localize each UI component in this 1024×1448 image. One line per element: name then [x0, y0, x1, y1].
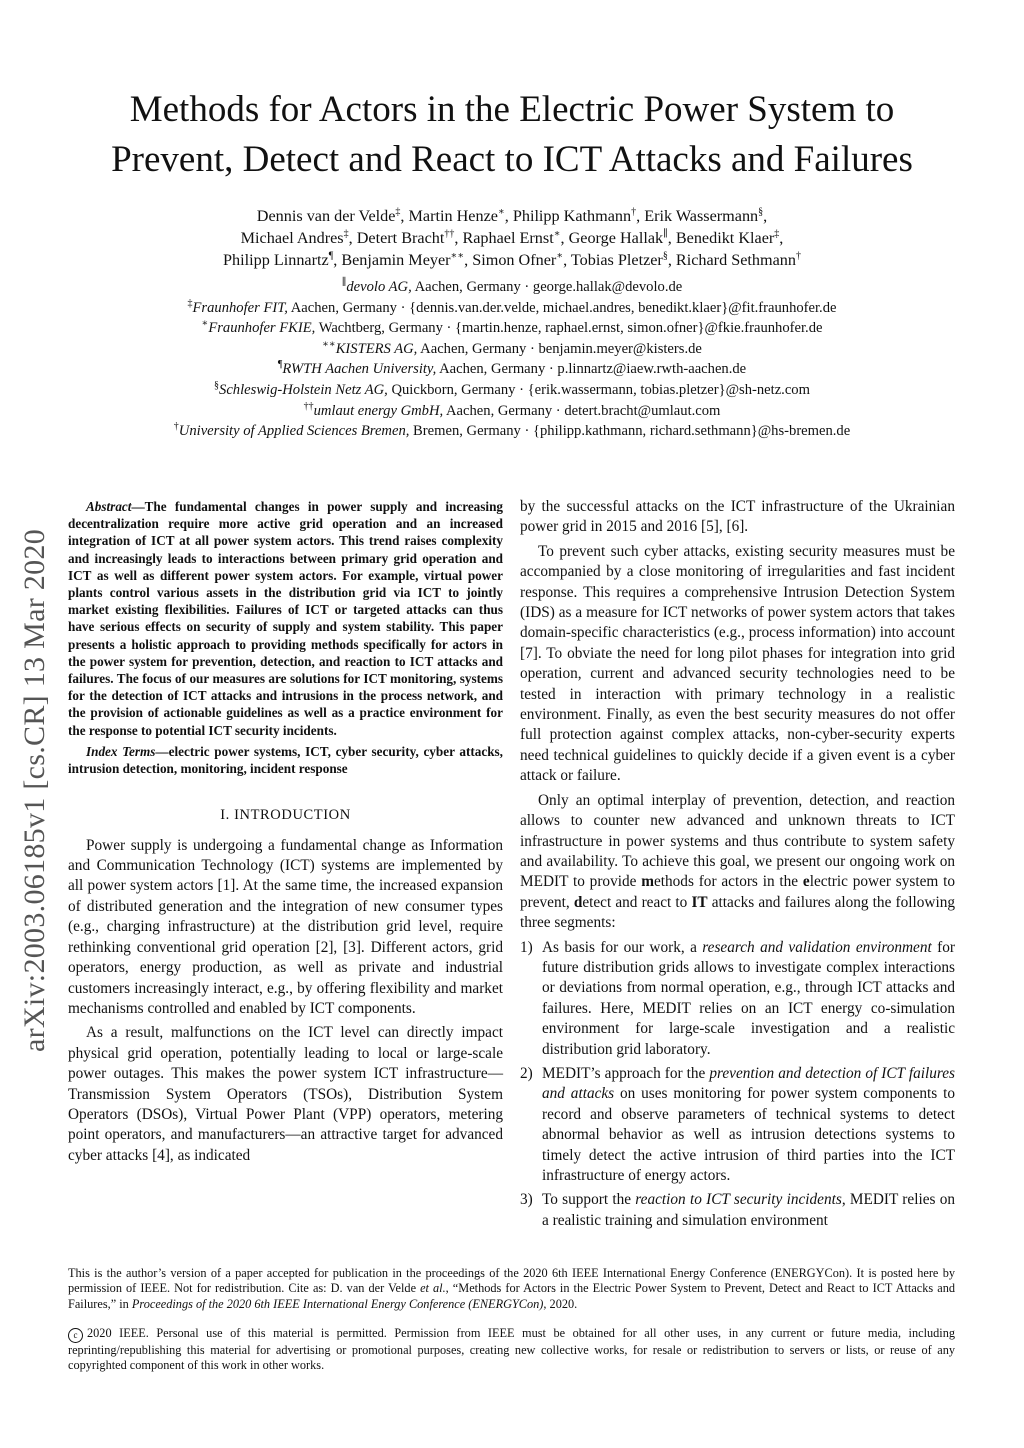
author-list — [60, 205, 964, 271]
publication-footnote: This is the author’s version of a paper accepted for publication in the proceedings of the 2020 6th IEEE International Energy Conference (ENERGYCon). It is posted here by permission of IEEE. Not for redistribution. Cite as: D. van der Velde et al., “Methods for Actors in the Electric Power System to Prevent, Detect and React to ICT Attacks and Failures,” in Proceedings of the 2020 6th IEEE International Energy Conference (ENERGYCon), 2020. — [68, 1266, 955, 1311]
affiliation-fkie: ∗Fraunhofer FKIE, Wachtberg, Germany · {martin.henze, raphael.ernst, simon.ofner}@fkie.fraunhofer.de — [201, 318, 823, 337]
affiliation-fit: ‡Fraunhofer FIT, Aachen, Germany · {dennis.van.der.velde, michael.andres, benedikt.klaer}@fit.fraunhofer.de — [187, 297, 837, 316]
affiliation-rwth: ¶RWTH Aachen University, Aachen, Germany · p.linnartz@iaew.rwth-aachen.de — [277, 359, 747, 378]
affiliation-kisters: ∗∗KISTERS AG, Aachen, Germany · benjamin.meyer@kisters.de — [322, 338, 702, 357]
left-column — [68, 498, 503, 1170]
affiliation-sh-netz: §Schleswig-Holstein Netz AG, Quickborn, Germany · {erik.wassermann, tobias.pletzer}@sh-netz.com — [214, 380, 810, 398]
section-heading-introduction: I. INTRODUCTION — [220, 807, 351, 824]
intro-paragraph-2: As a result, malfunctions on the ICT level can directly impact physical grid operation, potentially leading to local or large-scale power outages. This makes the power system ICT infrastructure—Transmission System Operators (TSOs), Distribution System Operators (DSOs), Virtual Power Plant (VPP) operators, metering point operators, and manufacturers—an attractive target for advanced cyber attacks [4], as indicated — [68, 1024, 503, 1164]
author-line-1: Dennis van der Velde‡, Martin Henze∗, Philipp Kathmann†, Erik Wassermann§, — [256, 206, 768, 225]
paper-title — [60, 85, 964, 185]
right-paragraph-3: Only an optimal interplay of prevention, detection, and reaction allows to counter new advanced and unknown threats to ICT infrastructure in power systems and thus contribute to system safety and availability. To achieve this goal, we present our ongoing work on MEDIT to provide methods for actors in the electric power system to prevent, detect and react to IT attacks and failures along the following three segments: — [520, 791, 955, 932]
copyright-notice: c 2020 IEEE. Personal use of this material is permitted. Permission from IEEE must be obtained for all other uses, in any current or future media, including reprinting/republishing this material for advertising or promotional purposes, creating new collective works, for resale or redistribution to servers or lists, or reuse of any copyrighted component of this work in other works. — [68, 1326, 955, 1373]
affiliation-list — [60, 277, 964, 442]
abstract: Abstract—The fundamental changes in power supply and increasing decentralization require more active grid operation and an increased integration of ICT at all power system actors. This trend raises complexity and increasingly leads to interactions between primary grid operation and ICT as well as different power system actors. For example, virtual power plants control various assets in the distribution grid via ICT to jointly market existing flexibilities. Failures of ICT or targeted attacks can thus have serious effects on security of supply and system stability. This paper presents a holistic approach to providing methods specifically for actors in the power system for prevention, detection, and reaction to ICT attacks and failures. The focus of our measures are solutions for ICT monitoring, systems for the detection of ICT attacks and intrusions in the process network, and the provision of actionable guidelines as well as a practice environment for the response to potential ICT security incidents. — [68, 499, 503, 738]
title-line-1: Methods for Actors in the Electric Power System to — [129, 89, 895, 130]
affiliation-hs-bremen: †University of Applied Sciences Bremen, Bremen, Germany · {philipp.kathmann, richard.sethmann}@hs-bremen.de — [173, 421, 851, 440]
right-column — [520, 497, 955, 1235]
list-item: 2) MEDIT’s approach for the prevention and detection of ICT failures and attacks on uses monitoring for power system components to record and observe parameters of technical systems to detect abnormal behavior as well as intrusion detections systems to timely detect the active intrusion of third parties into the ICT infrastructure of energy actors. — [520, 1064, 955, 1184]
list-item: 1) As basis for our work, a research and validation environment for future distribution grids allows to investigate complex interactions or deviations from normal operation, e.g., through ICT attacks and failures. Here, MEDIT relies on an ICT energy co-simulation environment for large-scale investigation and a realistic distribution grid laboratory. — [520, 938, 955, 1058]
author-line-2: Michael Andres‡, Detert Bracht††, Raphael Ernst∗, George Hallak∥, Benedikt Klaer‡, — [240, 228, 784, 247]
right-paragraph-2: To prevent such cyber attacks, existing security measures must be accompanied by a close monitoring of irregularities and fast incident response. This requires a comprehensive Intrusion Detection System (IDS) as a measure for ICT networks of power system actors that takes domain-specific characteristics (e.g., process information) into account [7]. To obviate the need for long pilot phases for integration into grid operation, current and advanced security technologies need to be tested in interaction with primary technology in a realistic environment. Finally, as even the best security measures do not offer full protection against complex attacks, non-cyber-security experts need technical guidelines to quickly decide if a given event is a cyber attack or failure. — [520, 542, 955, 785]
segments-list — [520, 938, 955, 1232]
author-line-3: Philipp Linnartz¶, Benjamin Meyer∗∗, Simon Ofner∗, Tobias Pletzer§, Richard Sethmann† — [223, 250, 801, 269]
intro-paragraph-1: Power supply is undergoing a fundamental change as Information and Communication Technology (ICT) systems are implemented by all power system actors [1]. At the same time, the increased expansion of distributed generation and the integration of new consumer types (e.g., charging infrastructure) at the distribution grid level, require rethinking conventional grid operation [2], [3]. Different actors, grid operators, energy production, as well as private and industrial customers increasingly interact, e.g., by offering flexibility and market mechanisms controlled and enabled by ICT components. — [68, 836, 503, 1017]
affiliation-umlaut: ††umlaut energy GmbH, Aachen, Germany · detert.bracht@umlaut.com — [303, 400, 721, 419]
index-terms: Index Terms—electric power systems, ICT, cyber security, cyber attacks, intrusion detection, monitoring, incident response — [68, 743, 503, 777]
list-item: 3) To support the reaction to ICT security incidents, MEDIT relies on a realistic training and simulation environment — [520, 1191, 955, 1229]
copyright-icon: c — [68, 1328, 83, 1343]
right-paragraph-1: by the successful attacks on the ICT infrastructure of the Ukrainian power grid in 2015 and 2016 [5], [6]. — [520, 498, 955, 536]
affiliation-devolo: ∥devolo AG, Aachen, Germany · george.hallak@devolo.de — [341, 277, 683, 295]
title-line-2: Prevent, Detect and React to ICT Attacks and Failures — [111, 139, 913, 180]
arxiv-identifier: arXiv:2003.06185v1 [cs.CR] 13 Mar 2020 — [18, 528, 51, 1052]
